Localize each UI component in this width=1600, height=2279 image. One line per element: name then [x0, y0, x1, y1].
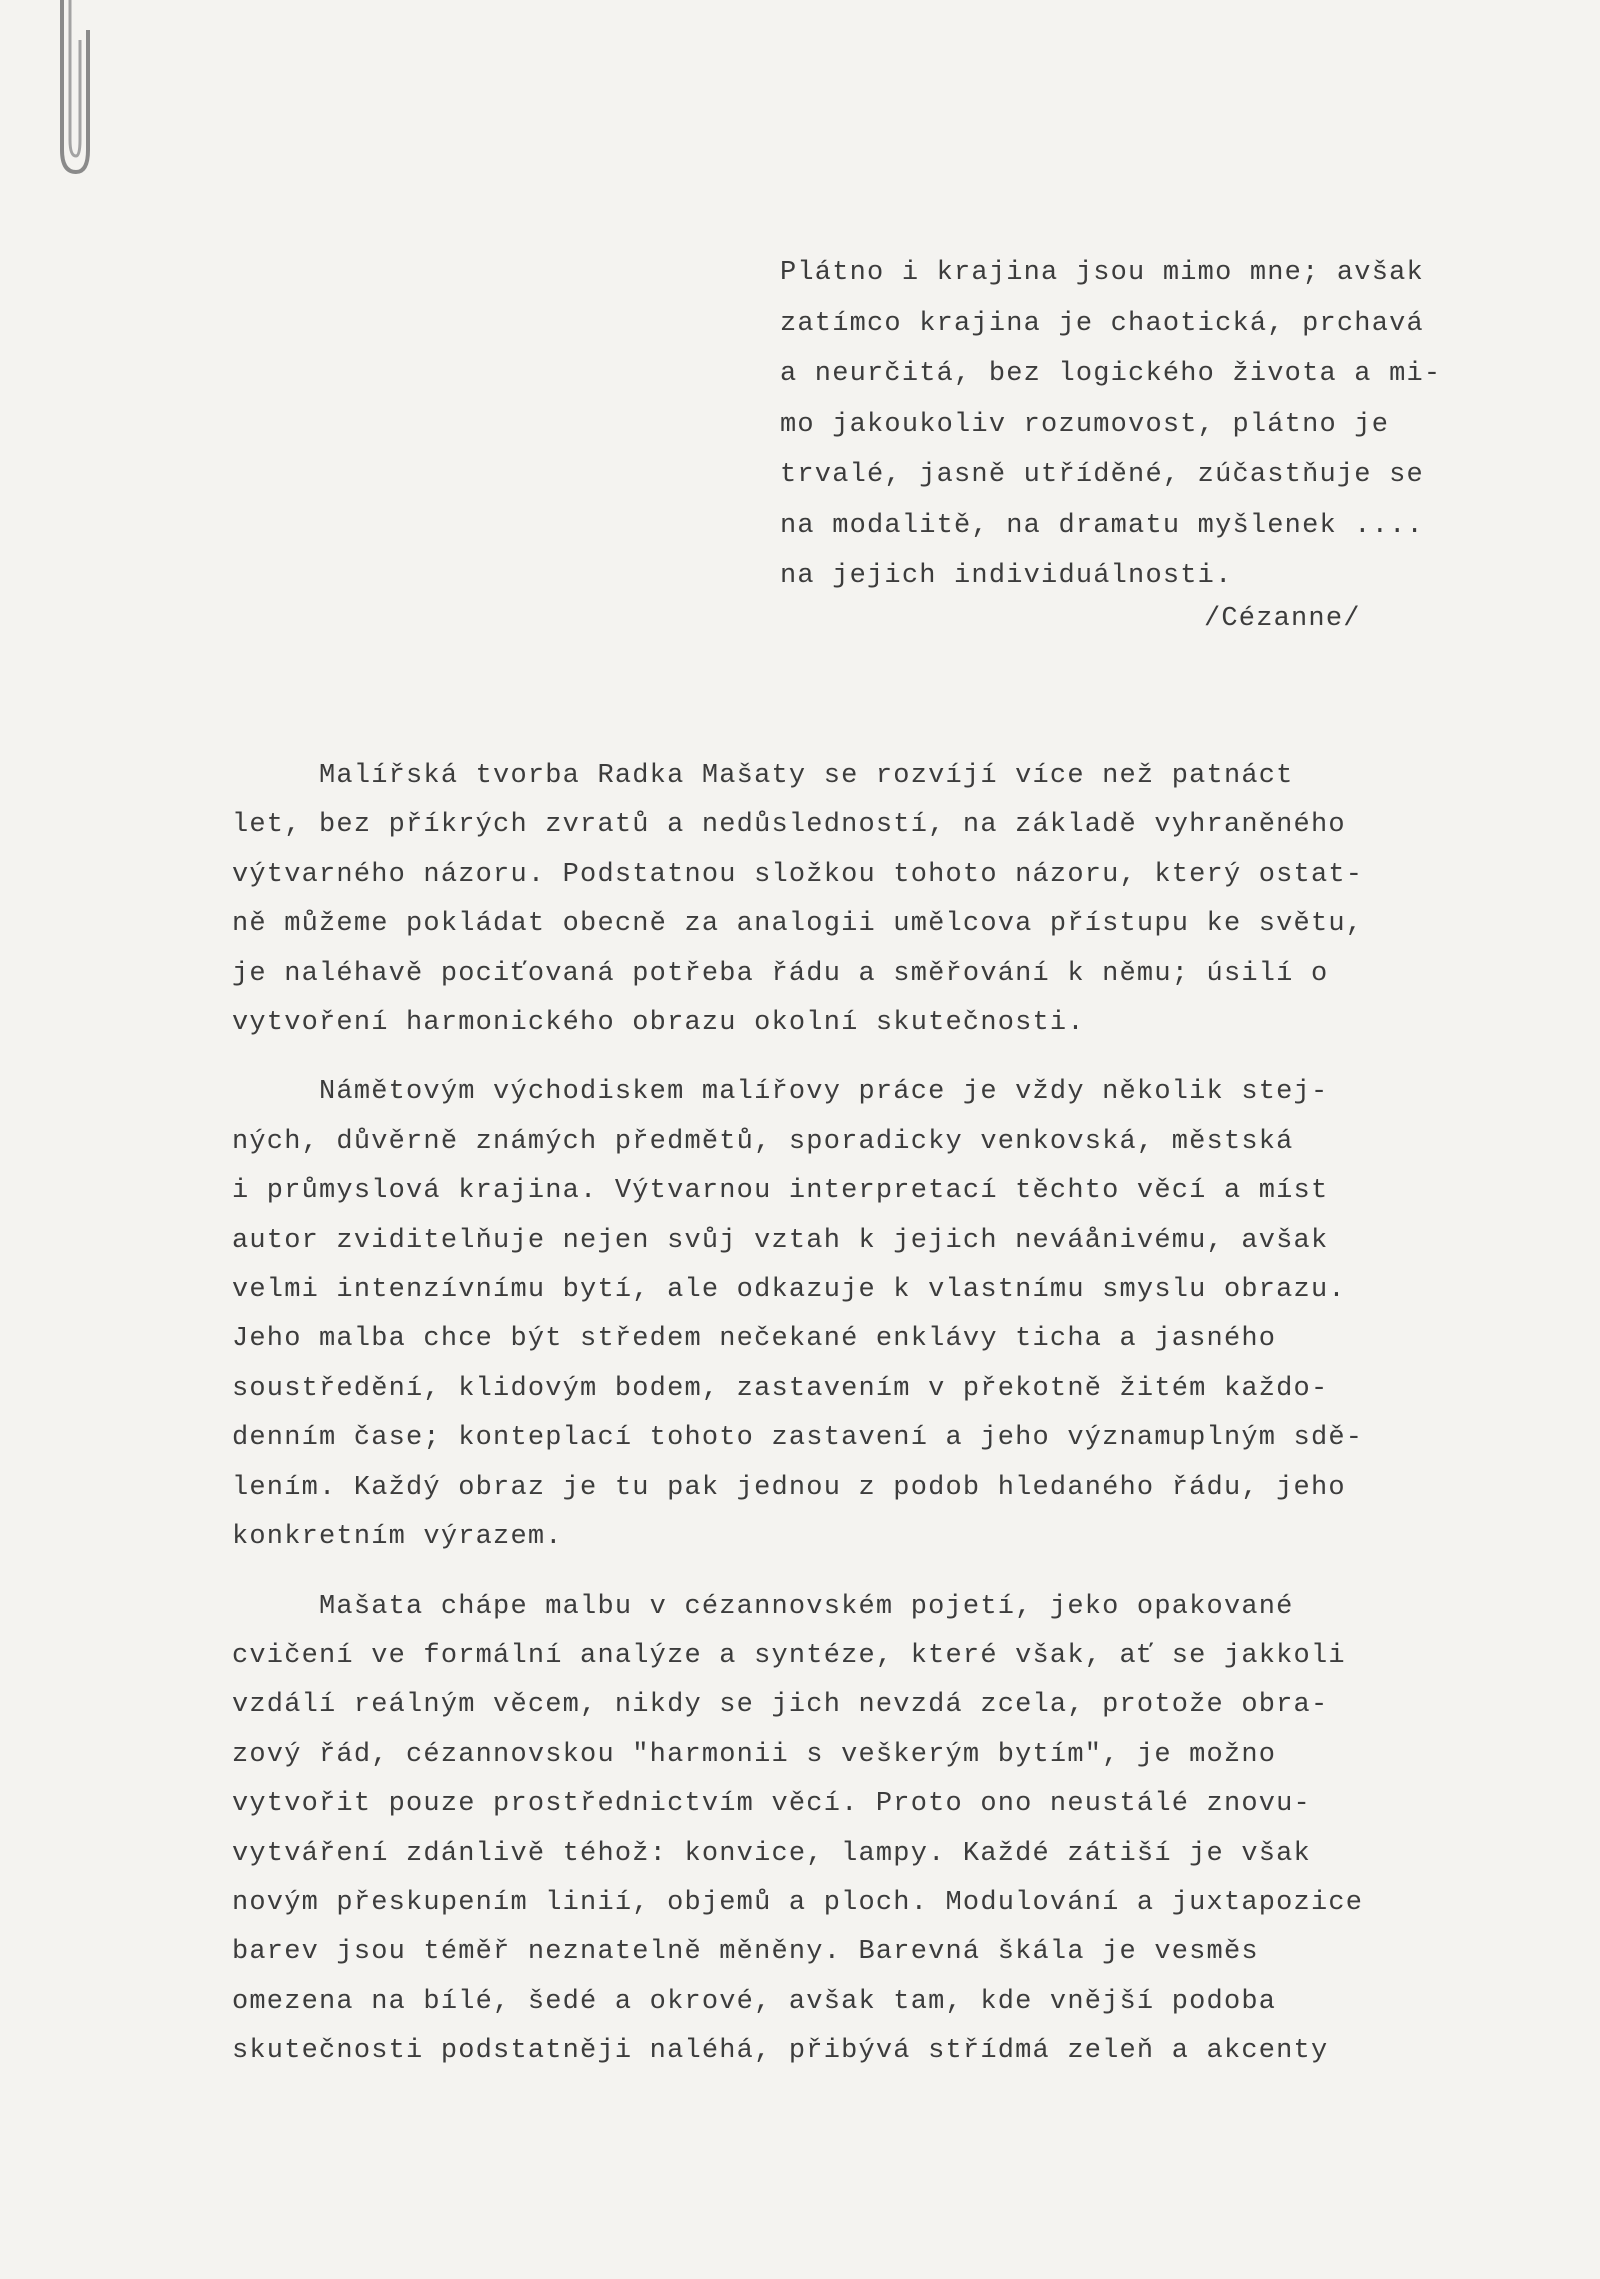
text-line: velmi intenzívnímu bytí, ale odkazuje k vlastnímu smyslu obrazu.: [232, 1275, 1346, 1306]
epigraph-line: Plátno i krajina jsou mimo mne; avšak: [780, 258, 1424, 288]
text-line: je naléhavě pociťovaná potřeba řádu a směřování k němu; úsilí o: [232, 958, 1329, 989]
text-line: ně můžeme pokládat obecně za analogii umělcova přístupu ke světu,: [232, 909, 1364, 940]
paper-clip-icon: [42, 0, 90, 180]
text-line: Námětovým východiskem malířovy práce je vždy několik stej-: [232, 1077, 1329, 1108]
text-line: denním čase; konteplací tohoto zastavení a jeho významuplným sdě-: [232, 1423, 1364, 1454]
text-line: vytvořit pouze prostřednictvím věcí. Proto ono neustálé znovu-: [232, 1789, 1311, 1820]
body-text: [232, 752, 1552, 2077]
epigraph-line: na jejich individuálnosti.: [780, 561, 1233, 591]
text-line: ných, důvěrně známých předmětů, sporadicky venkovská, městská: [232, 1126, 1294, 1157]
text-line: Jeho malba chce být středem nečekané enklávy ticha a jasného: [232, 1324, 1277, 1355]
text-line: Malířská tvorba Radka Mašaty se rozvíjí více než patnáct: [232, 761, 1294, 791]
text-line: skutečnosti podstatněji naléhá, přibývá střídmá zeleň a akcenty: [232, 2036, 1329, 2067]
epigraph: [780, 248, 1540, 602]
text-line: lením. Každý obraz je tu pak jednou z podob hledaného řádu, jeho: [232, 1472, 1346, 1503]
text-line: vzdálí reálným věcem, nikdy se jich nevzdá zcela, protože obra-: [232, 1690, 1329, 1721]
epigraph-line: a neurčitá, bez logického života a mi-: [780, 359, 1442, 389]
text-line: výtvarného názoru. Podstatnou složkou tohoto názoru, který ostat-: [232, 859, 1364, 890]
text-line: cvičení ve formální analýze a syntéze, které však, ať se jakkoli: [232, 1640, 1346, 1671]
paragraph-gap: [232, 1563, 1552, 1583]
text-line: novým přeskupením linií, objemů a ploch. Modulování a juxtapozice: [232, 1887, 1364, 1918]
paragraph-3: [232, 1583, 1552, 2077]
text-line: vytvoření harmonického obrazu okolní skutečnosti.: [232, 1008, 1085, 1039]
paragraph-gap: [232, 1048, 1552, 1068]
text-line: vytváření zdánlivě téhož: konvice, lampy. Každé zátiší je však: [232, 1838, 1311, 1869]
text-line: i průmyslová krajina. Výtvarnou interpretací těchto věcí a míst: [232, 1176, 1329, 1207]
text-line: autor zviditelňuje nejen svůj vztah k jejich neváånivému, avšak: [232, 1225, 1329, 1256]
text-line: zový řád, cézannovskou "harmonii s veškerým bytím", je možno: [232, 1739, 1277, 1770]
text-line: Mašata chápe malbu v cézannovském pojetí, jeko opakované: [232, 1591, 1294, 1622]
text-line: let, bez příkrých zvratů a nedůsledností, na základě vyhraněného: [232, 810, 1346, 841]
epigraph-attribution: /Cézanne/: [1204, 604, 1361, 634]
text-line: soustředění, klidovým bodem, zastavením v překotně žitém každo-: [232, 1373, 1329, 1404]
epigraph-line: mo jakoukoliv rozumovost, plátno je: [780, 409, 1390, 440]
text-line: konkretním výrazem.: [232, 1522, 563, 1553]
epigraph-line: trvalé, jasně utříděné, zúčastňuje se: [780, 460, 1424, 490]
text-line: omezena na bílé, šedé a okrové, avšak tam, kde vnější podoba: [232, 1986, 1277, 2017]
text-line: barev jsou téměř neznatelně měněny. Barevná škála je vesměs: [232, 1937, 1259, 1968]
paragraph-1: [232, 752, 1552, 1048]
paragraph-2: [232, 1068, 1552, 1562]
epigraph-line: na modalitě, na dramatu myšlenek ....: [780, 510, 1424, 541]
epigraph-line: zatímco krajina je chaotická, prchavá: [780, 308, 1424, 339]
